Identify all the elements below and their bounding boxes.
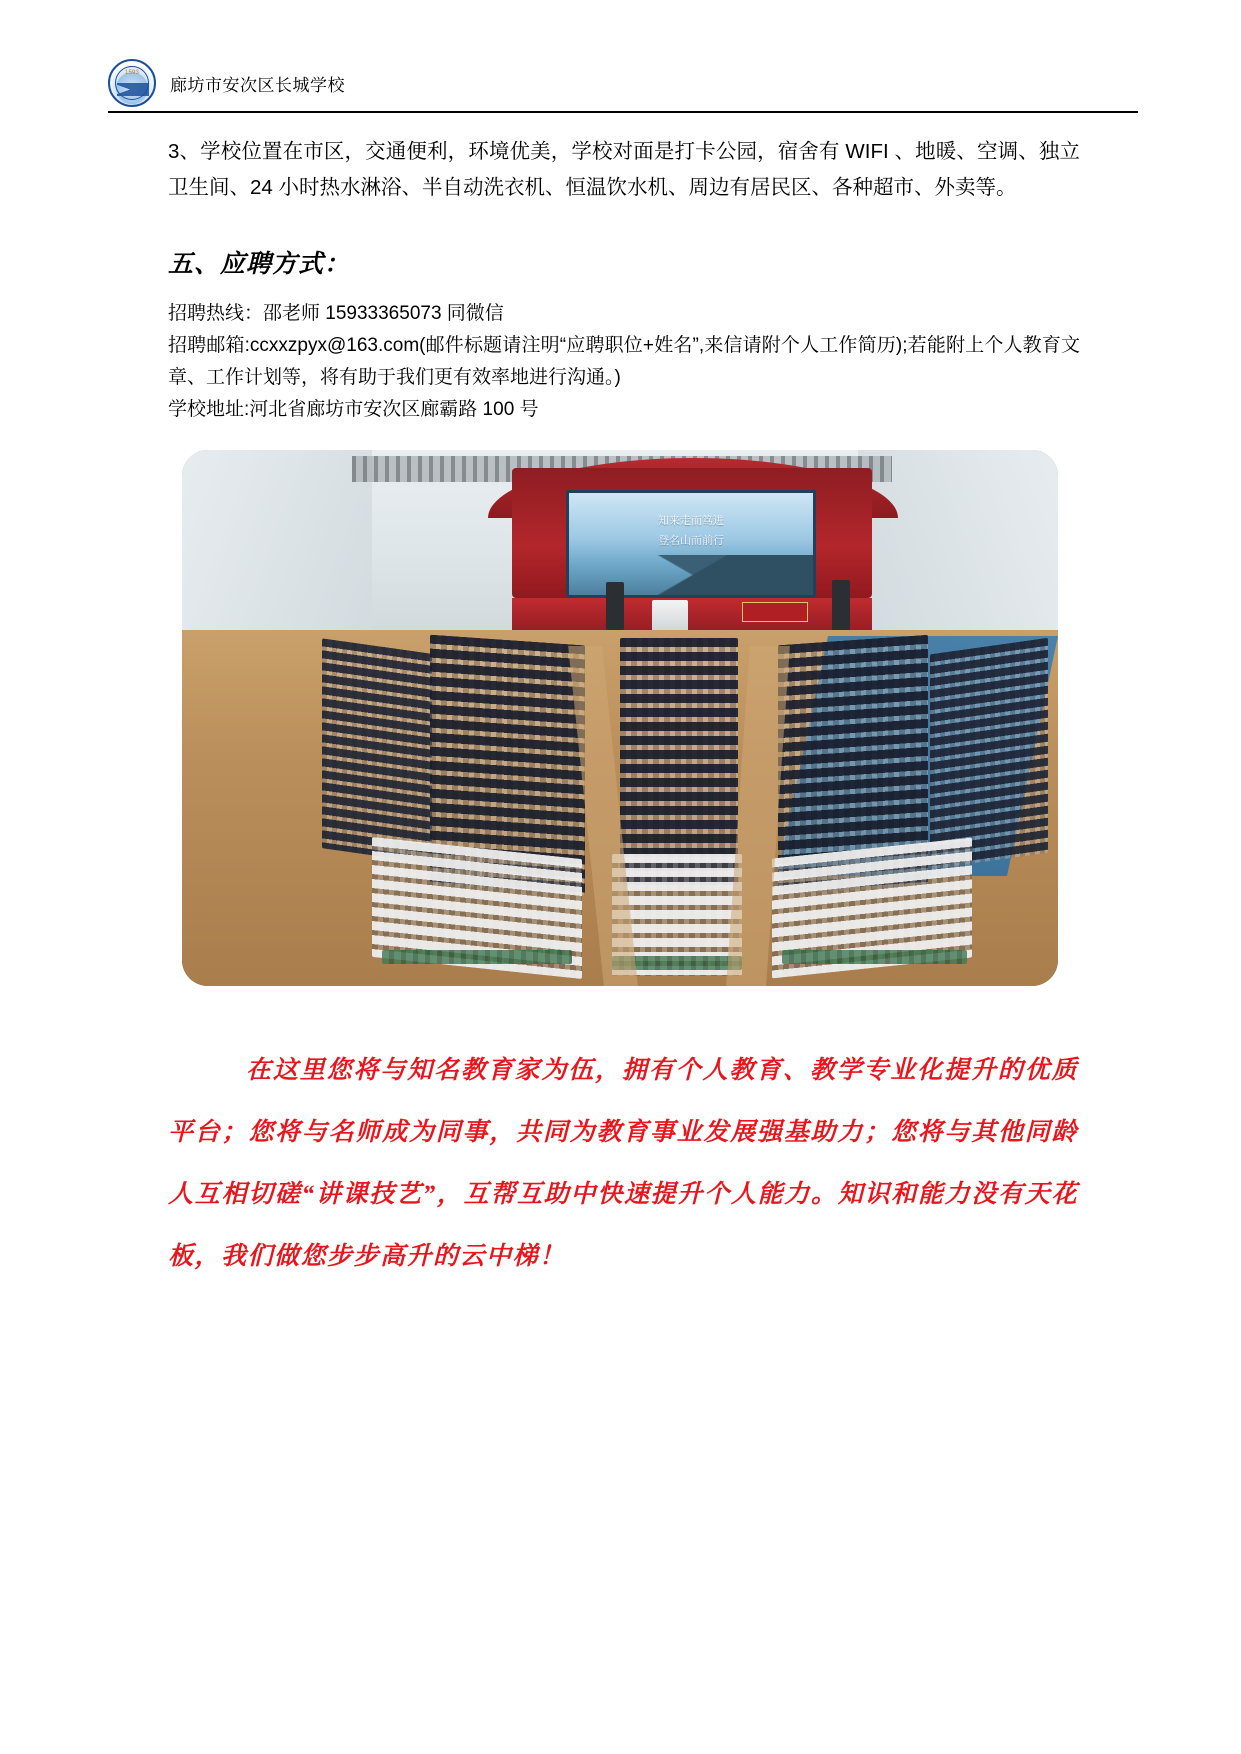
chairs-row-left (382, 950, 572, 964)
audience-block-far-right (930, 638, 1048, 870)
recruit-email: 招聘邮箱:ccxxzpyx@163.com(邮件标题请注明“应聘职位+姓名”,来信请附个人工作简历);若能附上个人教育文章、工作计划等，将有助于我们更有效率地进行沟通。) (168, 335, 1080, 388)
document-content (168, 134, 1080, 426)
school-name-title: 廊坊市安次区长城学校 (170, 75, 345, 95)
photo-scene (182, 450, 1058, 986)
header-divider (108, 111, 1138, 113)
contact-block (168, 298, 1080, 426)
recruit-hotline: 招聘热线：邵老师 15933365073 同微信 (168, 303, 504, 324)
slogan-text: 在这里您将与知名教育家为伍，拥有个人教育、教学专业化提升的优质平台；您将与名师成为同事，共同为教育事业发展强基助力；您将与其他同龄人互相切磋“讲课技艺”，互帮互助中快速提升个人能力。知识和能力没有天花板，我们做您步步高升的云中梯！ (168, 1057, 1078, 1270)
page-header (108, 55, 1138, 117)
section-heading-apply: 五、应聘方式： (168, 251, 351, 278)
screen-text-line1: 知来走而笃进 (658, 515, 724, 527)
logo-mountain-shape (117, 83, 149, 96)
school-address: 学校地址:河北省廊坊市安次区廊霸路 100 号 (168, 399, 539, 420)
paragraph-item-3: 3、学校位置在市区，交通便利，环境优美，学校对面是打卡公园，宿舍有 WIFI 、地暖、空调、独立卫生间、24 小时热水淋浴、半自动洗衣机、恒温饮水机、周边有居民区、各种超市、外卖等。 (168, 140, 1080, 199)
assembly-photo (182, 450, 1058, 986)
audience-block-far-left (322, 638, 432, 863)
audience-block-center-left (620, 638, 738, 890)
logo-year-text: 1593 (124, 70, 140, 76)
screen-text-line2: 登名山而前行 (658, 535, 724, 547)
school-logo-icon (108, 59, 156, 107)
chairs-row-right (782, 950, 967, 964)
